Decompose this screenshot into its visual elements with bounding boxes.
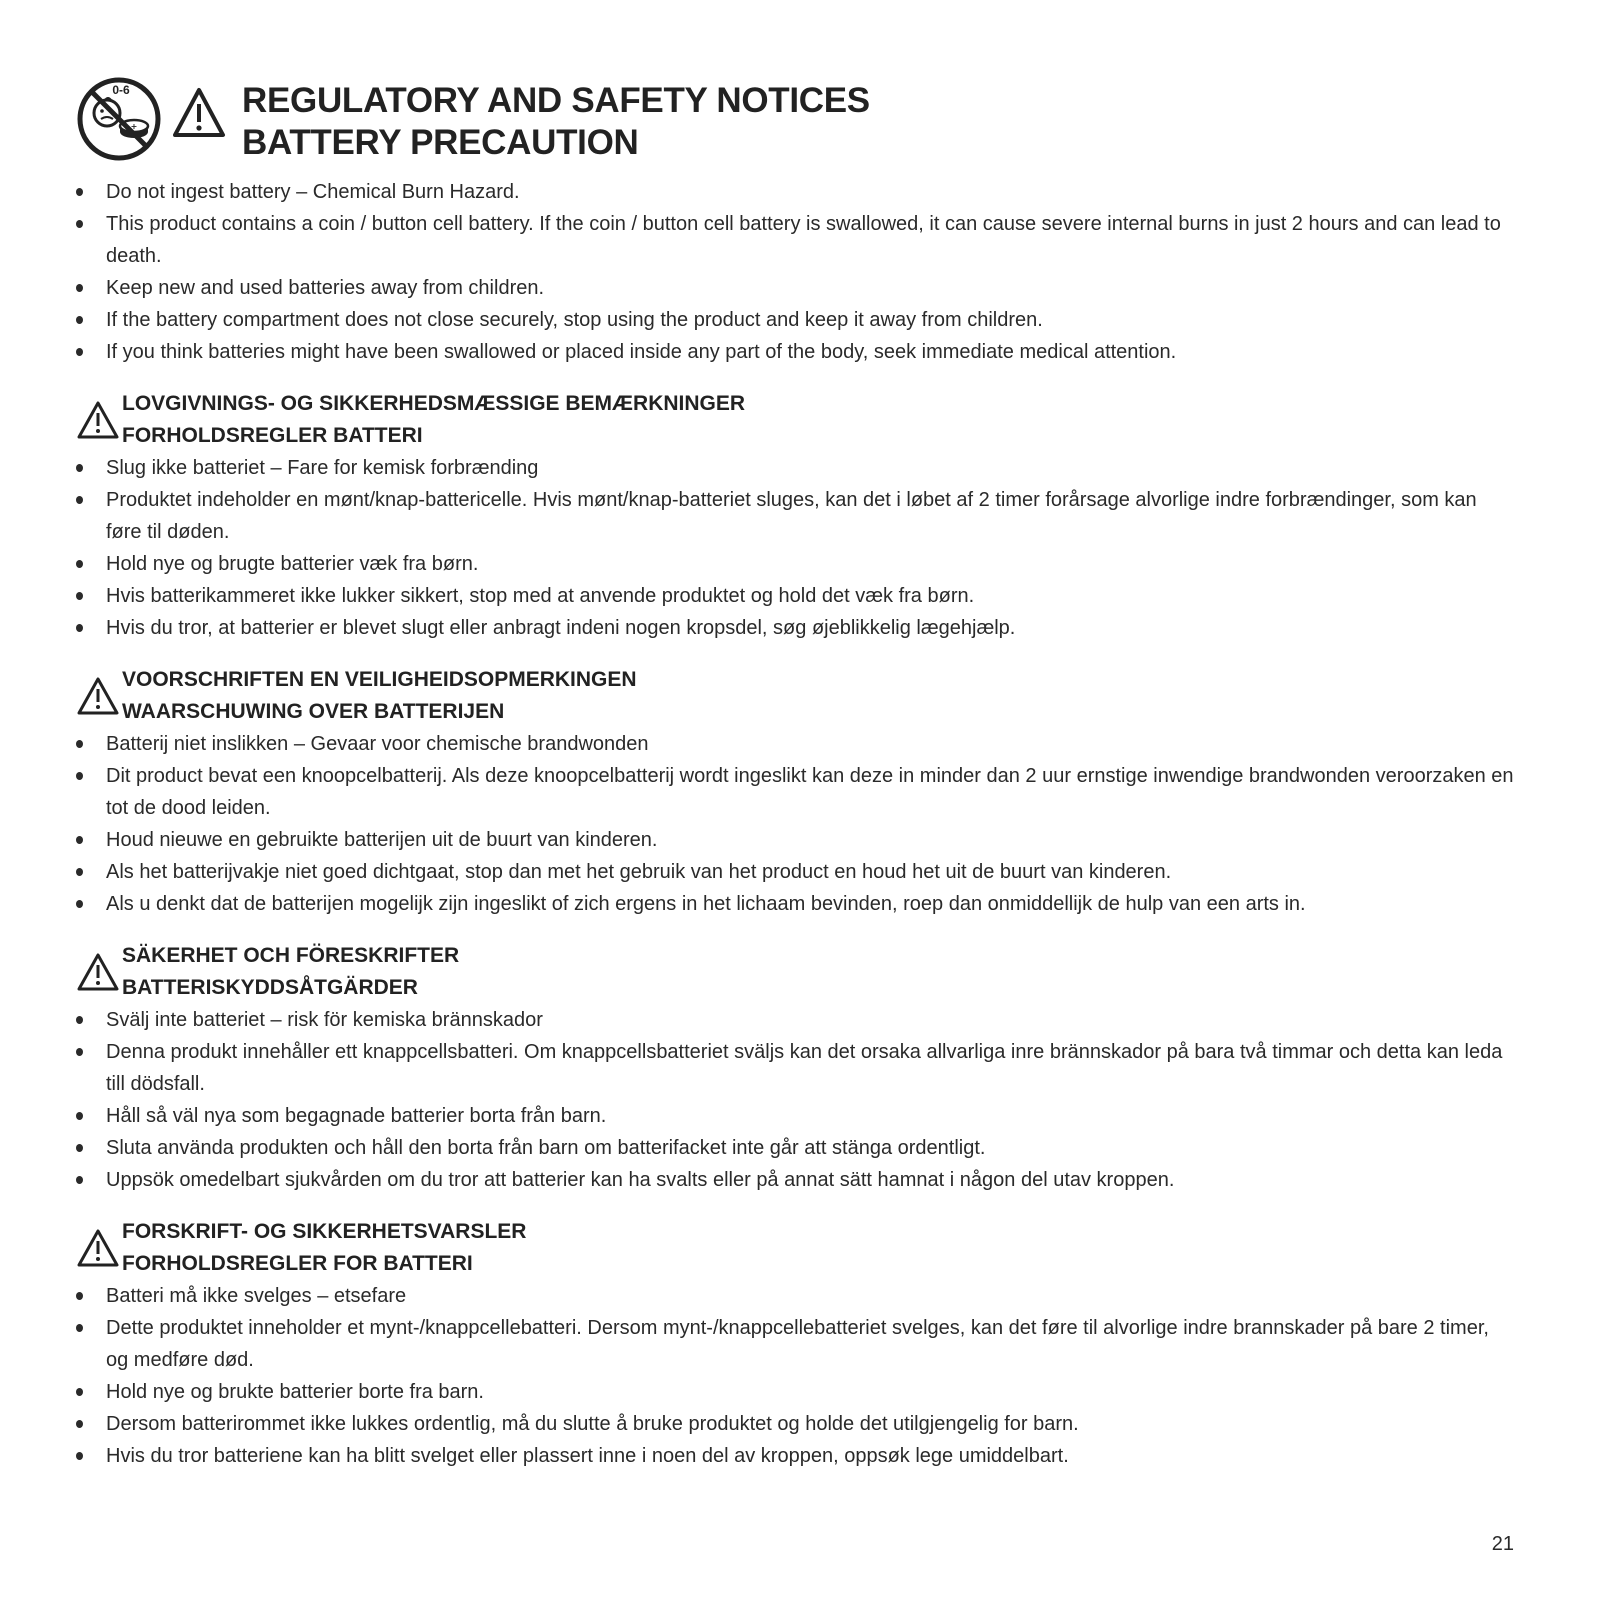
list-item: Dette produktet inneholder et mynt-/knappcellebatteri. Dersom mynt-/knappcellebatteriet svelges, kan det føre til alvorlige indre brannskader på bare 2 timer, og medføre død.	[76, 1312, 1516, 1376]
warning-triangle-icon	[76, 952, 120, 992]
bullet-icon	[76, 592, 83, 600]
warning-triangle-icon	[76, 400, 120, 440]
section-title-line-1: SÄKERHET OCH FÖRESKRIFTER	[122, 944, 460, 967]
dutch-bullet-list	[76, 728, 1516, 920]
notice-sections	[76, 176, 1516, 1472]
bullet-icon	[76, 1144, 83, 1152]
norwegian-bullet-list	[76, 1280, 1516, 1472]
main-title-line-1: REGULATORY AND SAFETY NOTICES	[242, 81, 870, 120]
section-title-line-2: FORHOLDSREGLER BATTERI	[122, 424, 423, 447]
page-number: 21	[1491, 1533, 1514, 1555]
list-item: Batteri må ikke svelges – etsefare	[76, 1280, 1516, 1312]
list-item: Denna produkt innehåller ett knappcellsbatteri. Om knappcellsbatteriet sväljs kan det orsaka allvarliga inre brännskador på bara två timmar och detta kan leda till dödsfall.	[76, 1036, 1516, 1100]
bullet-icon	[76, 316, 83, 324]
warning-triangle-icon	[76, 676, 120, 716]
section-header	[76, 664, 1516, 728]
dutch-section	[76, 664, 1516, 920]
list-item: Slug ikke batteriet – Fare for kemisk forbrænding	[76, 452, 1516, 484]
no-child-battery-icon	[76, 76, 162, 162]
norwegian-section	[76, 1216, 1516, 1472]
list-item: Als u denkt dat de batterijen mogelijk zijn ingeslikt of zich ergens in het lichaam bevinden, roep dan onmiddellijk de hulp van een arts in.	[76, 888, 1516, 920]
bullet-icon	[76, 1420, 83, 1428]
section-title-line-2: WAARSCHUWING OVER BATTERIJEN	[122, 700, 505, 723]
danish-bullet-list	[76, 452, 1516, 644]
section-header	[76, 388, 1516, 452]
bullet-icon	[76, 220, 83, 228]
bullet-icon	[76, 188, 83, 196]
section-header	[76, 1216, 1516, 1280]
list-item: Svälj inte batteriet – risk för kemiska brännskador	[76, 1004, 1516, 1036]
bullet-icon	[76, 1388, 83, 1396]
section-title-line-1: VOORSCHRIFTEN EN VEILIGHEIDSOPMERKINGEN	[122, 668, 637, 691]
list-item: Als het batterijvakje niet goed dichtgaat, stop dan met het gebruik van het product en houd het uit de buurt van kinderen.	[76, 856, 1516, 888]
bullet-icon	[76, 496, 83, 504]
bullet-icon	[76, 624, 83, 632]
bullet-icon	[76, 836, 83, 844]
bullet-icon	[76, 1016, 83, 1024]
list-item: If you think batteries might have been swallowed or placed inside any part of the body, seek immediate medical attention.	[76, 336, 1516, 368]
section-title-line-2: BATTERISKYDDSÅTGÄRDER	[122, 976, 418, 999]
section-title-line-1: FORSKRIFT- OG SIKKERHETSVARSLER	[122, 1220, 527, 1243]
list-item: Håll så väl nya som begagnade batterier borta från barn.	[76, 1100, 1516, 1132]
bullet-icon	[76, 740, 83, 748]
bullet-icon	[76, 1112, 83, 1120]
age-label: 0-6	[112, 83, 130, 97]
bullet-icon	[76, 348, 83, 356]
list-item: Keep new and used batteries away from children.	[76, 272, 1516, 304]
list-item: Hold nye og brugte batterier væk fra børn.	[76, 548, 1516, 580]
main-header	[76, 76, 870, 164]
section-header	[76, 940, 1516, 1004]
bullet-icon	[76, 868, 83, 876]
list-item: Houd nieuwe en gebruikte batterijen uit de buurt van kinderen.	[76, 824, 1516, 856]
swedish-bullet-list	[76, 1004, 1516, 1196]
section-title-line-1: LOVGIVNINGS- OG SIKKERHEDSMÆSSIGE BEMÆRKNINGER	[122, 392, 746, 415]
warning-triangle-icon	[76, 1228, 120, 1268]
svg-text:+: +	[130, 122, 138, 131]
english-bullet-list	[76, 176, 1516, 368]
warning-triangle-icon	[172, 86, 226, 140]
list-item: Dersom batterirommet ikke lukkes ordentlig, må du slutte å bruke produktet og holde det utilgjengelig for barn.	[76, 1408, 1516, 1440]
bullet-icon	[76, 900, 83, 908]
bullet-icon	[76, 1324, 83, 1332]
danish-section	[76, 388, 1516, 644]
list-item: Produktet indeholder en mønt/knap-battericelle. Hvis mønt/knap-batteriet sluges, kan det i løbet af 2 timer forårsage alvorlige indre forbrændinger, som kan føre til døden.	[76, 484, 1516, 548]
main-title-line-2: BATTERY PRECAUTION	[242, 123, 639, 162]
bullet-icon	[76, 1292, 83, 1300]
list-item: Hvis du tror batteriene kan ha blitt svelget eller plassert inne i noen del av kroppen, oppsøk lege umiddelbart.	[76, 1440, 1516, 1472]
list-item: This product contains a coin / button cell battery. If the coin / button cell battery is swallowed, it can cause severe internal burns in just 2 hours and can lead to death.	[76, 208, 1516, 272]
list-item: Uppsök omedelbart sjukvården om du tror att batterier kan ha svalts eller på annat sätt hamnat i någon del utav kroppen.	[76, 1164, 1516, 1196]
list-item: Batterij niet inslikken – Gevaar voor chemische brandwonden	[76, 728, 1516, 760]
section-title-line-2: FORHOLDSREGLER FOR BATTERI	[122, 1252, 473, 1275]
list-item: If the battery compartment does not close securely, stop using the product and keep it away from children.	[76, 304, 1516, 336]
list-item: Hvis batterikammeret ikke lukker sikkert, stop med at anvende produktet og hold det væk fra børn.	[76, 580, 1516, 612]
list-item: Do not ingest battery – Chemical Burn Hazard.	[76, 176, 1516, 208]
bullet-icon	[76, 464, 83, 472]
bullet-icon	[76, 1048, 83, 1056]
bullet-icon	[76, 1176, 83, 1184]
bullet-icon	[76, 284, 83, 292]
bullet-icon	[76, 772, 83, 780]
list-item: Sluta använda produkten och håll den borta från barn om batterifacket inte går att stänga ordentligt.	[76, 1132, 1516, 1164]
list-item: Hvis du tror, at batterier er blevet slugt eller anbragt indeni nogen kropsdel, søg øjeblikkelig lægehjælp.	[76, 612, 1516, 644]
bullet-icon	[76, 560, 83, 568]
swedish-section	[76, 940, 1516, 1196]
bullet-icon	[76, 1452, 83, 1460]
main-title	[242, 80, 870, 164]
list-item: Dit product bevat een knoopcelbatterij. Als deze knoopcelbatterij wordt ingeslikt kan deze in minder dan 2 uur ernstige inwendige brandwonden veroorzaken en tot de dood leiden.	[76, 760, 1516, 824]
list-item: Hold nye og brukte batterier borte fra barn.	[76, 1376, 1516, 1408]
